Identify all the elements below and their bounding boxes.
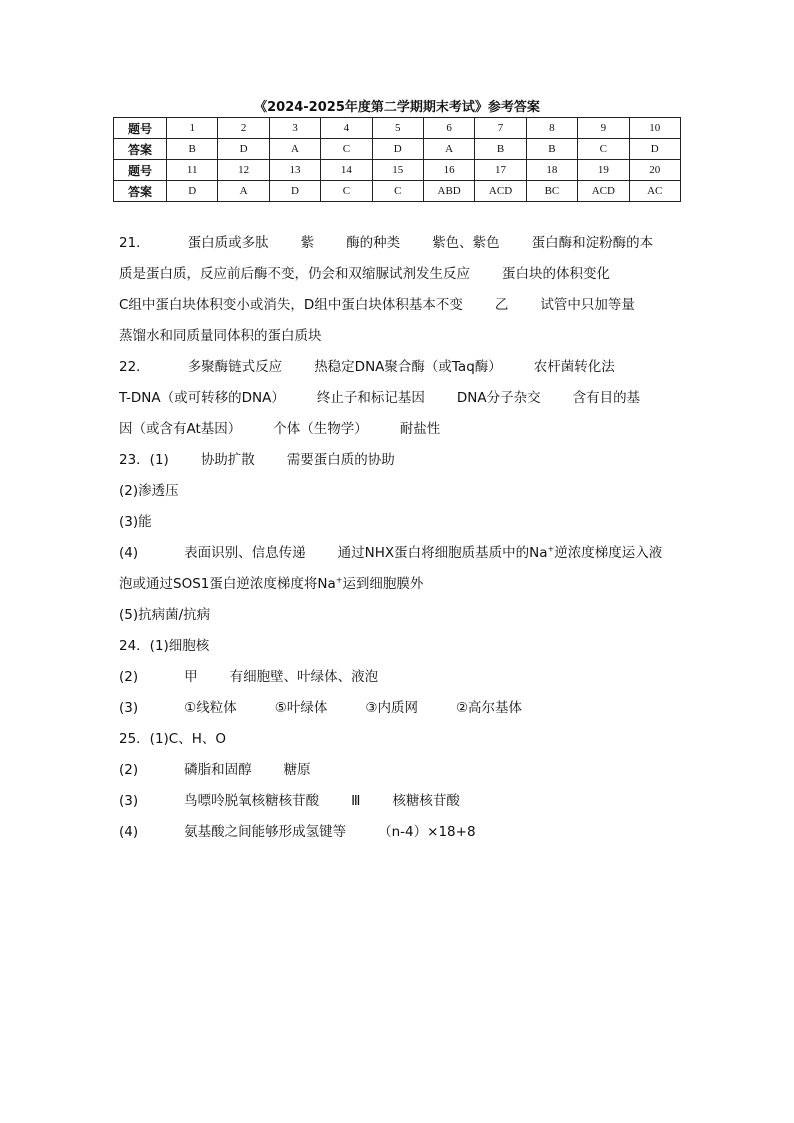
table-cell: A <box>269 139 320 160</box>
table-cell: 10 <box>629 118 680 139</box>
table-cell: ABD <box>423 181 474 202</box>
q25-line-4: (4) 氨基酸之间能够形成氢键等 （n-4）×18+8 <box>119 824 476 840</box>
q25-line-2: (2) 磷脂和固醇 糖原 <box>119 762 311 778</box>
table-cell: 14 <box>321 160 372 181</box>
q22-line-2: T-DNA（或可转移的DNA） 终止子和标记基因 DNA分子杂交 含有目的基 <box>119 390 641 406</box>
table-row <box>114 139 681 160</box>
table-cell: C <box>321 181 372 202</box>
q23-line-1: 23．(1) 协助扩散 需要蛋白质的协助 <box>119 452 395 468</box>
table-cell: ACD <box>475 181 526 202</box>
table-cell: D <box>372 139 423 160</box>
table-cell: 3 <box>269 118 320 139</box>
table-row <box>114 118 681 139</box>
q21-line-2: 质是蛋白质，反应前后酶不变，仍会和双缩脲试剂发生反应 蛋白块的体积变化 <box>119 266 610 282</box>
table-cell: 7 <box>475 118 526 139</box>
q23-line-3: (3)能 <box>119 514 152 530</box>
q25-line-1: 25．(1)C、H、O <box>119 731 227 747</box>
q23-line-5: 泡或通过SOS1蛋白逆浓度梯度将Na+运到细胞膜外 <box>119 575 424 592</box>
table-cell: 19 <box>578 160 629 181</box>
table-cell: D <box>167 181 218 202</box>
table-cell: 16 <box>423 160 474 181</box>
table-cell: 11 <box>167 160 218 181</box>
table-cell: 18 <box>526 160 577 181</box>
row-header: 答案 <box>114 139 167 160</box>
table-cell: A <box>423 139 474 160</box>
table-cell: BC <box>526 181 577 202</box>
table-cell: A <box>218 181 269 202</box>
q22-line-1: 22． 多聚酶链式反应 热稳定DNA聚合酶（或Taq酶） 农杆菌转化法 <box>119 359 615 375</box>
table-cell: D <box>269 181 320 202</box>
table-cell: D <box>629 139 680 160</box>
q21-line-3: C组中蛋白块体积变小或消失，D组中蛋白块体积基本不变 乙 试管中只加等量 <box>119 297 635 313</box>
table-cell: 12 <box>218 160 269 181</box>
q24-line-2: (2) 甲 有细胞壁、叶绿体、液泡 <box>119 669 379 685</box>
q22-line-3: 因（或含有At基因） 个体（生物学） 耐盐性 <box>119 421 441 437</box>
table-cell: 1 <box>167 118 218 139</box>
q21-line-1: 21． 蛋白质或多肽 紫 酶的种类 紫色、紫色 蛋白酶和淀粉酶的本 <box>119 235 654 251</box>
table-cell: B <box>167 139 218 160</box>
table-cell: C <box>578 139 629 160</box>
answer-table <box>113 117 681 202</box>
table-cell: 13 <box>269 160 320 181</box>
q25-line-3: (3) 鸟嘌呤脱氧核糖核苷酸 Ⅲ 核糖核苷酸 <box>119 793 460 809</box>
q23-line-4: (4) 表面识别、信息传递 通过NHX蛋白将细胞质基质中的Na+逆浓度梯度运入液 <box>119 544 663 561</box>
q24-line-3: (3) ①线粒体 ⑤叶绿体 ③内质网 ②高尔基体 <box>119 700 523 716</box>
answer-body <box>119 228 679 848</box>
page-title: 《2024-2025年度第二学期期末考试》参考答案 <box>254 100 540 115</box>
table-cell: 5 <box>372 118 423 139</box>
q24-line-1: 24．(1)细胞核 <box>119 638 210 654</box>
table-cell: B <box>526 139 577 160</box>
table-cell: AC <box>629 181 680 202</box>
table-cell: 15 <box>372 160 423 181</box>
q21-line-4: 蒸馏水和同质量同体积的蛋白质块 <box>119 328 322 344</box>
table-cell: 17 <box>475 160 526 181</box>
table-cell: C <box>321 139 372 160</box>
table-cell: 2 <box>218 118 269 139</box>
table-cell: C <box>372 181 423 202</box>
table-cell: B <box>475 139 526 160</box>
table-cell: 9 <box>578 118 629 139</box>
table-cell: 20 <box>629 160 680 181</box>
table-cell: 8 <box>526 118 577 139</box>
table-cell: 6 <box>423 118 474 139</box>
q23-line-6: (5)抗病菌/抗病 <box>119 607 211 623</box>
row-header: 题号 <box>114 160 167 181</box>
table-cell: D <box>218 139 269 160</box>
row-header: 题号 <box>114 118 167 139</box>
row-header: 答案 <box>114 181 167 202</box>
table-row <box>114 181 681 202</box>
q23-line-2: (2)渗透压 <box>119 483 179 499</box>
table-row <box>114 160 681 181</box>
table-cell: 4 <box>321 118 372 139</box>
table-cell: ACD <box>578 181 629 202</box>
